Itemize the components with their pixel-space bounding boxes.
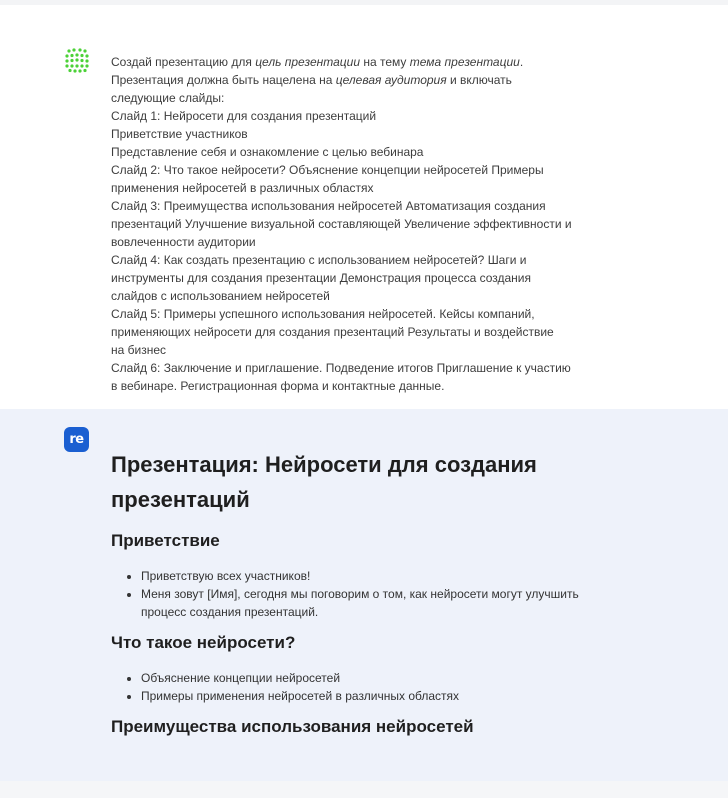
- assistant-message-block: [0, 409, 728, 781]
- user-message-line: Слайд 2: Что такое нейросети? Объяснение концепции нейросетей Примеры: [111, 163, 544, 177]
- user-message-text: [111, 53, 611, 395]
- assistant-message-content: [111, 447, 611, 753]
- bottom-strip: [0, 781, 728, 798]
- user-avatar-icon: [64, 47, 90, 73]
- user-message-line: применяющих нейросети для создания презентаций Результаты и воздействие: [111, 325, 554, 339]
- user-message-line: Слайд 4: Как создать презентацию с использованием нейросетей? Шаги и: [111, 253, 527, 267]
- user-message-line: в вебинаре. Регистрационная форма и контактные данные.: [111, 379, 445, 393]
- user-message-line: вовлеченности аудитории: [111, 235, 256, 249]
- list-item: • Меня зовут [Имя], сегодня мы поговорим о том, как нейросети могут улучшить процесс создания презентаций.: [141, 585, 611, 621]
- user-message-line: Приветствие участников: [111, 127, 248, 141]
- user-message-line: Представление себя и ознакомление с целью вебинара: [111, 145, 424, 159]
- list-item: • Приветствую всех участников!: [141, 567, 611, 585]
- section-heading-greeting: Приветствие: [111, 531, 220, 550]
- user-message-line: инструменты для создания презентации Демонстрация процесса создания: [111, 271, 532, 285]
- re-logo-icon: re: [64, 427, 89, 452]
- user-message-line: Слайд 5: Примеры успешного использования нейросетей. Кейсы компаний,: [111, 307, 535, 321]
- section-list-what-is-nn: [111, 669, 611, 705]
- user-message-block: [0, 5, 728, 409]
- list-item: • Примеры применения нейросетей в различных областях: [141, 687, 611, 705]
- section-list-greeting: [111, 567, 611, 621]
- user-message-line: Слайд 3: Преимущества использования нейросетей Автоматизация создания: [111, 199, 546, 213]
- user-message-line: на бизнес: [111, 343, 167, 357]
- user-message-line: презентаций Улучшение визуальной составляющей Увеличение эффективности и: [111, 217, 572, 231]
- user-message-line: Создай презентацию для цель презентации на тему тема презентации.: [111, 55, 524, 69]
- user-message-line: Презентация должна быть нацелена на целевая аудитория и включать: [111, 73, 512, 87]
- user-message-line: слайдов с использованием нейросетей: [111, 289, 330, 303]
- user-message-line: Слайд 1: Нейросети для создания презентаций: [111, 109, 377, 123]
- user-message-line: Слайд 6: Заключение и приглашение. Подведение итогов Приглашение к участию: [111, 361, 571, 375]
- section-heading-what-is-nn: Что такое нейросети?: [111, 633, 296, 652]
- presentation-title: Презентация: Нейросети для создания презентаций: [111, 452, 537, 512]
- section-heading-advantages: Преимущества использования нейросетей: [111, 717, 474, 736]
- user-message-line: применения нейросетей в различных областях: [111, 181, 374, 195]
- list-item: • Объяснение концепции нейросетей: [141, 669, 611, 687]
- user-message-line: следующие слайды:: [111, 91, 225, 105]
